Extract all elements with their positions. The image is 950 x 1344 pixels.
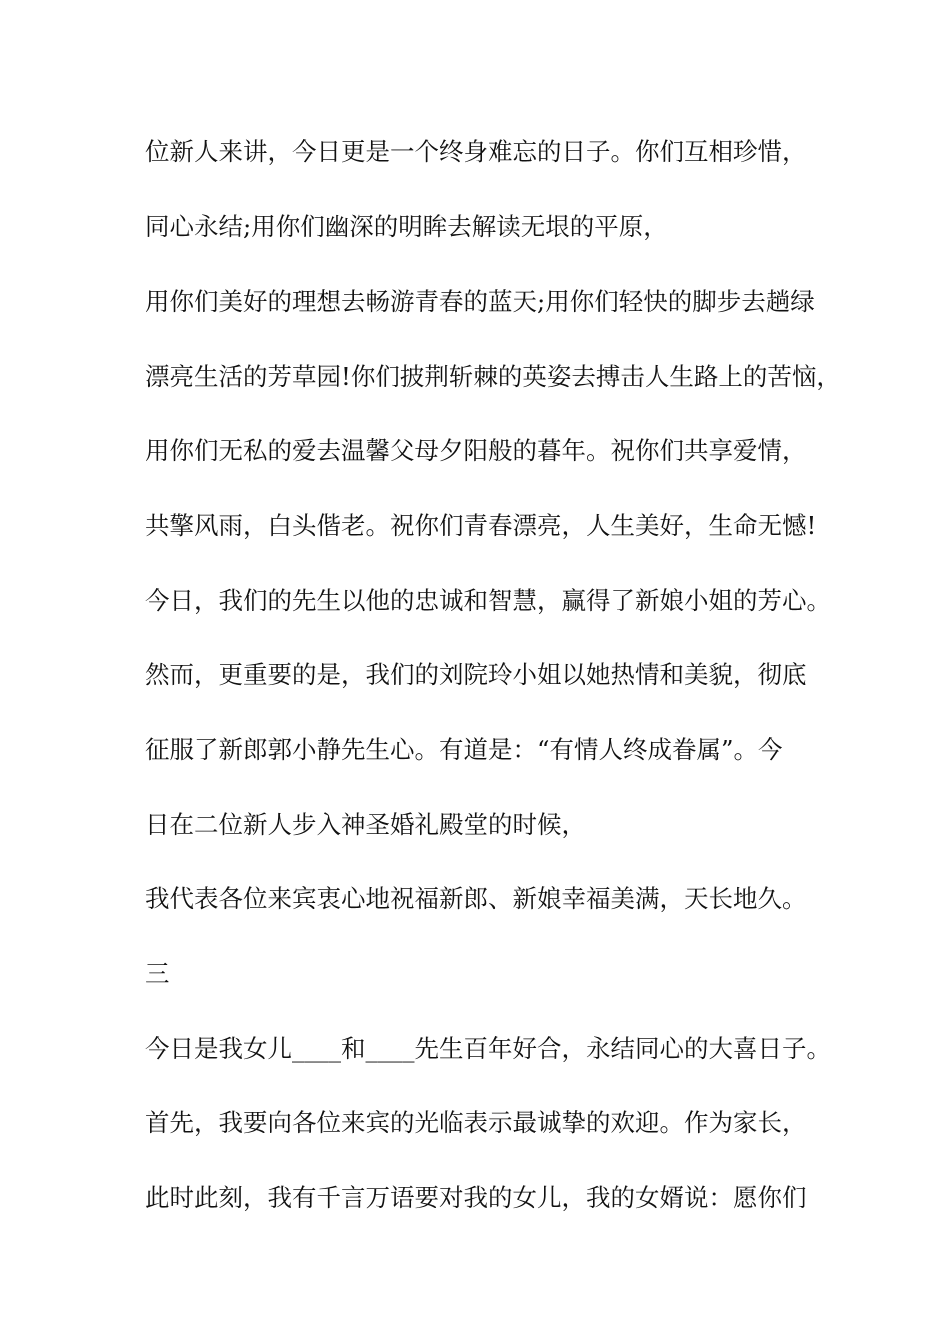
text-line: 此时此刻，我有千言万语要对我的女儿，我的女婿说：愿你们 xyxy=(145,1183,807,1212)
text-line: 日在二位新人步入神圣婚礼殿堂的时候， xyxy=(145,810,586,839)
text-line: 共擎风雨，白头偕老。祝你们青春漂亮，人生美好，生命无憾! xyxy=(145,511,817,540)
text-line: 今日是我女儿____和____先生百年好合，永结同心的大喜日子。 xyxy=(145,1034,831,1063)
text-line: 漂亮生活的芳草园!你们披荆斩棘的英姿去搏击人生路上的苦恼， xyxy=(145,362,841,391)
text-line: 同心永结;用你们幽深的明眸去解读无垠的平原， xyxy=(145,212,668,241)
text-line: 征服了新郎郭小静先生心。有道是：“有情人终成眷属”。今 xyxy=(145,735,783,764)
text-line: 用你们美好的理想去畅游青春的蓝天;用你们轻快的脚步去趟绿 xyxy=(145,287,815,316)
section-heading: 三 xyxy=(145,959,170,988)
text-line: 用你们无私的爱去温馨父母夕阳般的暮年。祝你们共享爱情， xyxy=(145,436,807,465)
text-line: 我代表各位来宾衷心地祝福新郎、新娘幸福美满，天长地久。 xyxy=(145,884,807,913)
text-line: 然而，更重要的是，我们的刘院玲小姐以她热情和美貌，彻底 xyxy=(145,660,807,689)
text-line: 首先，我要向各位来宾的光临表示最诚挚的欢迎。作为家长， xyxy=(145,1108,807,1137)
text-line: 位新人来讲，今日更是一个终身难忘的日子。你们互相珍惜， xyxy=(145,137,807,166)
text-line: 今日，我们的先生以他的忠诚和智慧，赢得了新娘小姐的芳心。 xyxy=(145,586,831,615)
